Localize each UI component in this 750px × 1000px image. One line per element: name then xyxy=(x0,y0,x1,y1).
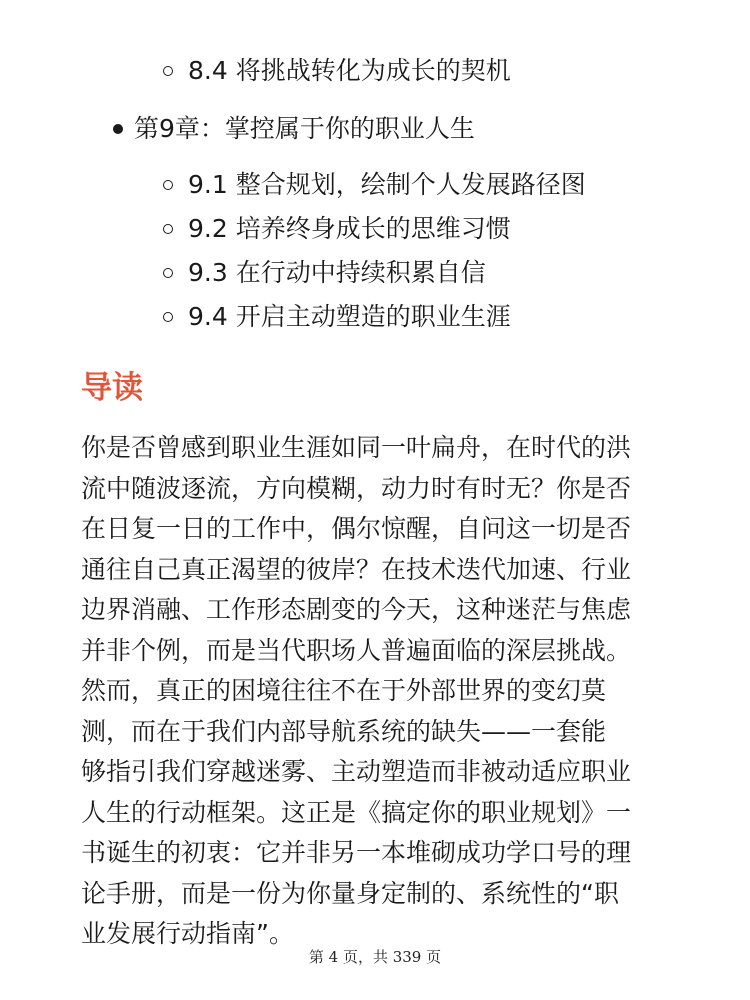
toc-item-9-2: 9.2 培养终身成长的思维习惯 xyxy=(188,214,511,243)
open-circle-bullet-icon xyxy=(163,180,173,190)
paragraph-line: 书诞生的初衷：它并非另一本堆砌成功学口号的理 xyxy=(81,838,632,867)
paragraph-line: 你是否曾感到职业生涯如同一叶扁舟，在时代的洪 xyxy=(81,433,632,462)
paragraph-line: 业发展行动指南”。 xyxy=(81,919,294,948)
paragraph-line: 并非个例，而是当代职场人普遍面临的深层挑战。 xyxy=(81,635,632,665)
paragraph-line: 够指引我们穿越迷雾、主动塑造而非被动适应职业 xyxy=(81,757,632,786)
paragraph-line: 然而，真正的困境往往不在于外部世界的变幻莫 xyxy=(81,676,607,705)
filled-circle-bullet-icon xyxy=(113,124,123,134)
open-circle-bullet-icon xyxy=(163,312,173,322)
paragraph-line: 边界消融、工作形态剧变的今天，这种迷茫与焦虑 xyxy=(81,595,632,624)
open-circle-bullet-icon xyxy=(163,268,173,278)
paragraph-line: 在日复一日的工作中，偶尔惊醒，自问这一切是否 xyxy=(81,514,632,543)
paragraph-line: 人生的行动框架。这正是《搞定你的职业规划》一 xyxy=(81,797,632,827)
toc-item-9-1: 9.1 整合规划，绘制个人发展路径图 xyxy=(188,170,586,199)
intro-paragraph xyxy=(81,428,681,955)
section-heading: 导读 xyxy=(81,370,143,406)
open-circle-bullet-icon xyxy=(163,224,173,234)
toc-item-9-4: 9.4 开启主动塑造的职业生涯 xyxy=(188,302,511,331)
toc-item-8-4: 8.4 将挑战转化为成长的契机 xyxy=(188,56,511,85)
toc-chapter-9: 第9章：掌控属于你的职业人生 xyxy=(134,114,475,143)
open-circle-bullet-icon xyxy=(163,66,173,76)
paragraph-line: 测，而在于我们内部导航系统的缺失——一套能 xyxy=(81,716,607,746)
toc-item-9-3: 9.3 在行动中持续积累自信 xyxy=(188,258,486,287)
paragraph-line: 流中随波逐流，方向模糊，动力时有时无？你是否 xyxy=(81,473,632,503)
page-number-footer: 第 4 页，共 339 页 xyxy=(308,948,442,966)
paragraph-line: 论手册，而是一份为你量身定制的、系统性的“职 xyxy=(81,878,619,908)
paragraph-line: 通往自己真正渴望的彼岸？在技术迭代加速、行业 xyxy=(81,554,632,584)
